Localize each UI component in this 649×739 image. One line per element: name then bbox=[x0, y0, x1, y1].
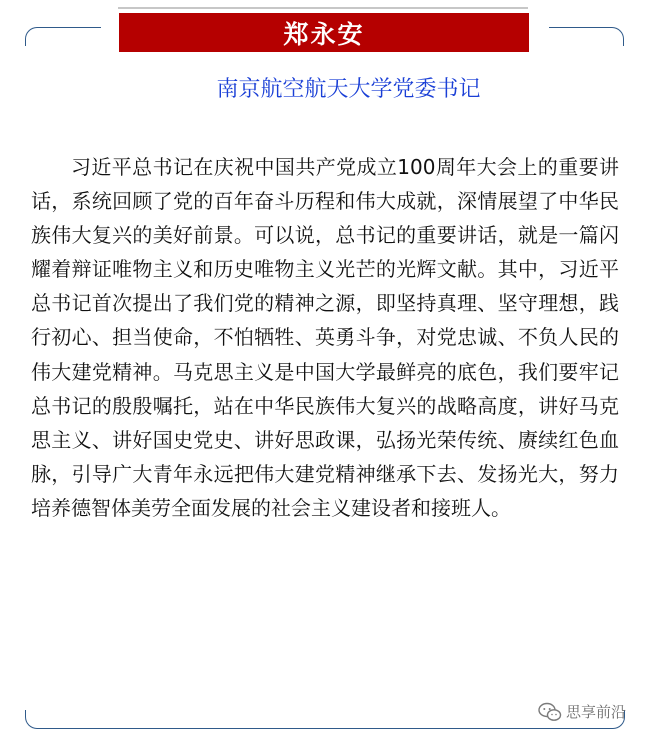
wechat-icon bbox=[538, 702, 562, 722]
author-name-banner: 郑永安 bbox=[119, 13, 529, 52]
banner-top-rule bbox=[118, 7, 528, 9]
watermark-text: 思享前沿 bbox=[566, 703, 627, 721]
source-watermark bbox=[538, 701, 626, 722]
frame-bottom bbox=[25, 710, 625, 729]
frame-corner-top-right bbox=[549, 27, 624, 46]
article-paragraph: 习近平总书记在庆祝中国共产党成立100周年大会上的重要讲话，系统回顾了党的百年奋斗历程和伟大成就，深情展望了中华民族伟大复兴的美好前景。可以说，总书记的重要讲话，就是一篇闪耀着辩证唯物主义和历史唯物主义光芒的光辉文献。其中，习近平总书记首次提出了我们党的精神之源，即坚持真理、坚守理想，践行初心、担当使命，不怕牺牲、英勇斗争，对党忠诚、不负人民的伟大建党精神。马克思主义是中国大学最鲜亮的底色，我们要牢记总书记的殷殷嘱托，站在中华民族伟大复兴的战略高度，讲好马克思主义、讲好国史党史、讲好思政课，弘扬光荣传统、赓续红色血脉，引导广大青年永远把伟大建党精神继承下去、发扬光大，努力培养德智体美劳全面发展的社会主义建设者和接班人。 bbox=[31, 155, 619, 520]
frame-corner-top-left bbox=[25, 27, 101, 46]
author-title: 南京航空航天大学党委书记 bbox=[216, 77, 481, 102]
